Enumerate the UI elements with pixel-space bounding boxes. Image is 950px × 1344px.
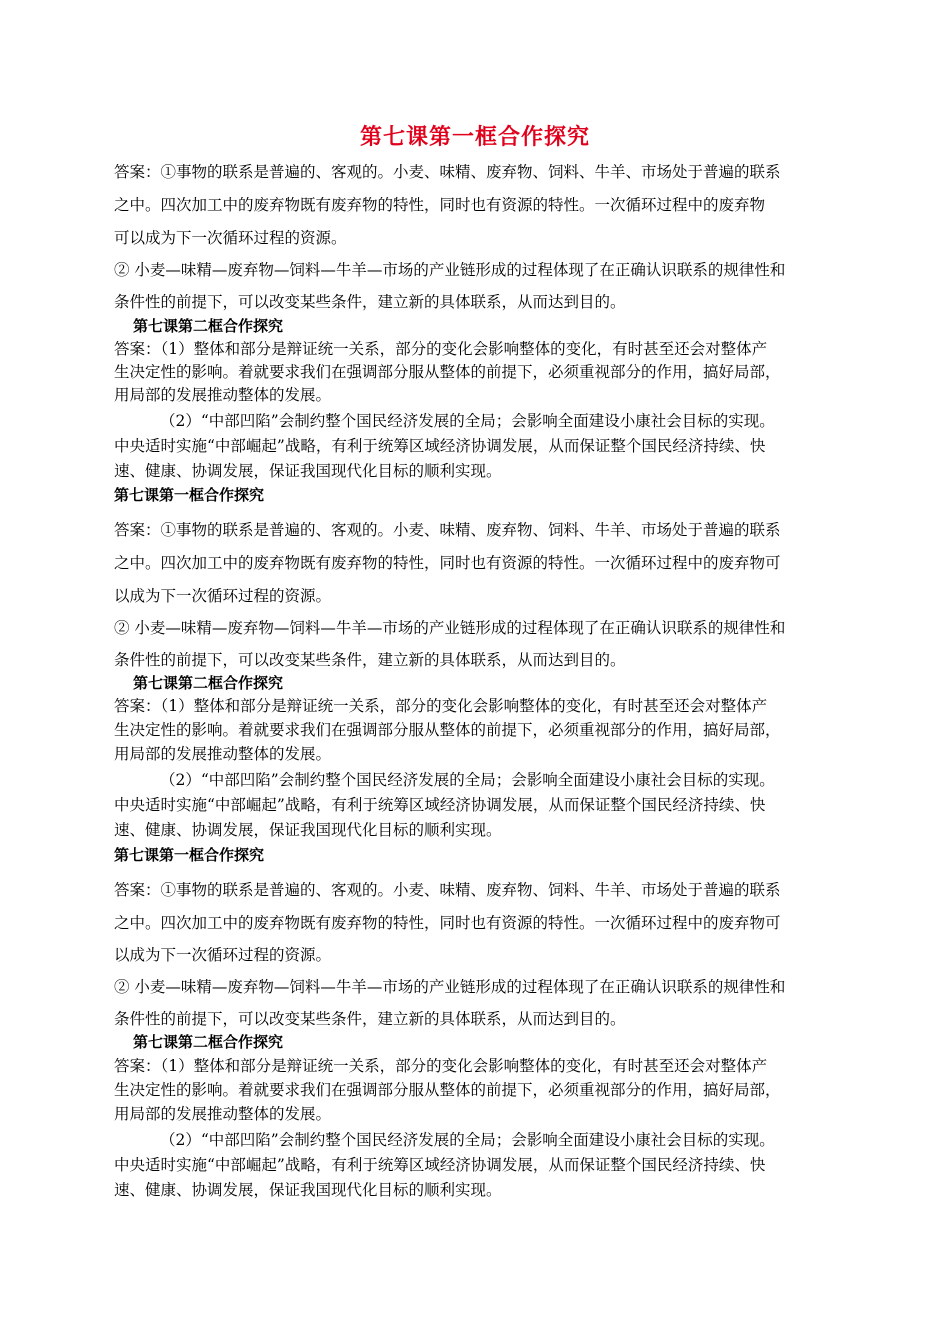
answer-line: 以成为下一次循环过程的资源。 [114,587,332,605]
answer-line: （2）“中部凹陷”会制约整个国民经济发展的全局；会影响全面建设小康社会目标的实现。 [160,1131,775,1149]
answer-line: 条件性的前提下，可以改变某些条件，建立新的具体联系，从而达到目的。 [114,651,626,669]
section-heading: 第七课第一框合作探究 [114,846,265,864]
answer-line: 条件性的前提下，可以改变某些条件，建立新的具体联系，从而达到目的。 [114,293,626,311]
answer-line: 生决定性的影响。着就要求我们在强调部分服从整体的前提下，必须重视部分的作用，搞好局部， [114,1081,781,1099]
section-heading: 第七课第二框合作探究 [133,674,284,692]
answer-line: 用局部的发展推动整体的发展。 [114,386,332,404]
answer-line: （2）“中部凹陷”会制约整个国民经济发展的全局；会影响全面建设小康社会目标的实现。 [160,412,775,430]
answer-line: 答案：①事物的联系是普遍的、客观的。小麦、味精、废弃物、饲料、牛羊、市场处于普遍的联系 [114,881,781,899]
answer-line: 用局部的发展推动整体的发展。 [114,745,332,763]
section-heading: 第七课第二框合作探究 [133,1033,284,1051]
answer-line: 之中。四次加工中的废弃物既有废弃物的特性，同时也有资源的特性。一次循环过程中的废弃物可 [114,554,781,572]
answer-line: 答案：（1）整体和部分是辩证统一关系，部分的变化会影响整体的变化，有时甚至还会对整体产 [114,697,768,715]
answer-line: 条件性的前提下，可以改变某些条件，建立新的具体联系，从而达到目的。 [114,1010,626,1028]
answer-line: 答案：①事物的联系是普遍的、客观的。小麦、味精、废弃物、饲料、牛羊、市场处于普遍的联系 [114,521,781,539]
answer-line: 答案：①事物的联系是普遍的、客观的。小麦、味精、废弃物、饲料、牛羊、市场处于普遍的联系 [114,163,781,181]
page-title: 第七课第一框合作探究 [359,125,590,150]
section-heading: 第七课第二框合作探究 [133,317,284,335]
answer-line: 之中。四次加工中的废弃物既有废弃物的特性，同时也有资源的特性。一次循环过程中的废弃物 [114,196,766,214]
answer-line: （2）“中部凹陷”会制约整个国民经济发展的全局；会影响全面建设小康社会目标的实现。 [160,771,775,789]
answer-line: 答案：（1）整体和部分是辩证统一关系，部分的变化会影响整体的变化，有时甚至还会对整体产 [114,1057,768,1075]
answer-line: 速、健康、协调发展，保证我国现代化目标的顺利实现。 [114,1181,502,1199]
answer-line: 速、健康、协调发展，保证我国现代化目标的顺利实现。 [114,462,502,480]
answer-line: 之中。四次加工中的废弃物既有废弃物的特性，同时也有资源的特性。一次循环过程中的废弃物可 [114,914,781,932]
answer-line: 以成为下一次循环过程的资源。 [114,946,332,964]
answer-line: 生决定性的影响。着就要求我们在强调部分服从整体的前提下，必须重视部分的作用，搞好局部， [114,363,781,381]
answer-line: ② 小麦—味精—废弃物—饲料—牛羊—市场的产业链形成的过程体现了在正确认识联系的规律性和 [114,978,786,996]
answer-line: 中央适时实施“中部崛起”战略，有利于统筹区域经济协调发展，从而保证整个国民经济持续、快 [114,796,766,814]
answer-line: 生决定性的影响。着就要求我们在强调部分服从整体的前提下，必须重视部分的作用，搞好局部， [114,721,781,739]
answer-line: ② 小麦—味精—废弃物—饲料—牛羊—市场的产业链形成的过程体现了在正确认识联系的规律性和 [114,619,786,637]
answer-line: 用局部的发展推动整体的发展。 [114,1105,332,1123]
answer-line: ② 小麦—味精—废弃物—饲料—牛羊—市场的产业链形成的过程体现了在正确认识联系的规律性和 [114,261,786,279]
section-heading: 第七课第一框合作探究 [114,486,265,504]
answer-line: 答案：（1）整体和部分是辩证统一关系，部分的变化会影响整体的变化，有时甚至还会对整体产 [114,340,768,358]
answer-line: 可以成为下一次循环过程的资源。 [114,229,347,247]
answer-line: 中央适时实施“中部崛起”战略，有利于统筹区域经济协调发展，从而保证整个国民经济持续、快 [114,1156,766,1174]
answer-line: 中央适时实施“中部崛起”战略，有利于统筹区域经济协调发展，从而保证整个国民经济持续、快 [114,437,766,455]
answer-line: 速、健康、协调发展，保证我国现代化目标的顺利实现。 [114,821,502,839]
